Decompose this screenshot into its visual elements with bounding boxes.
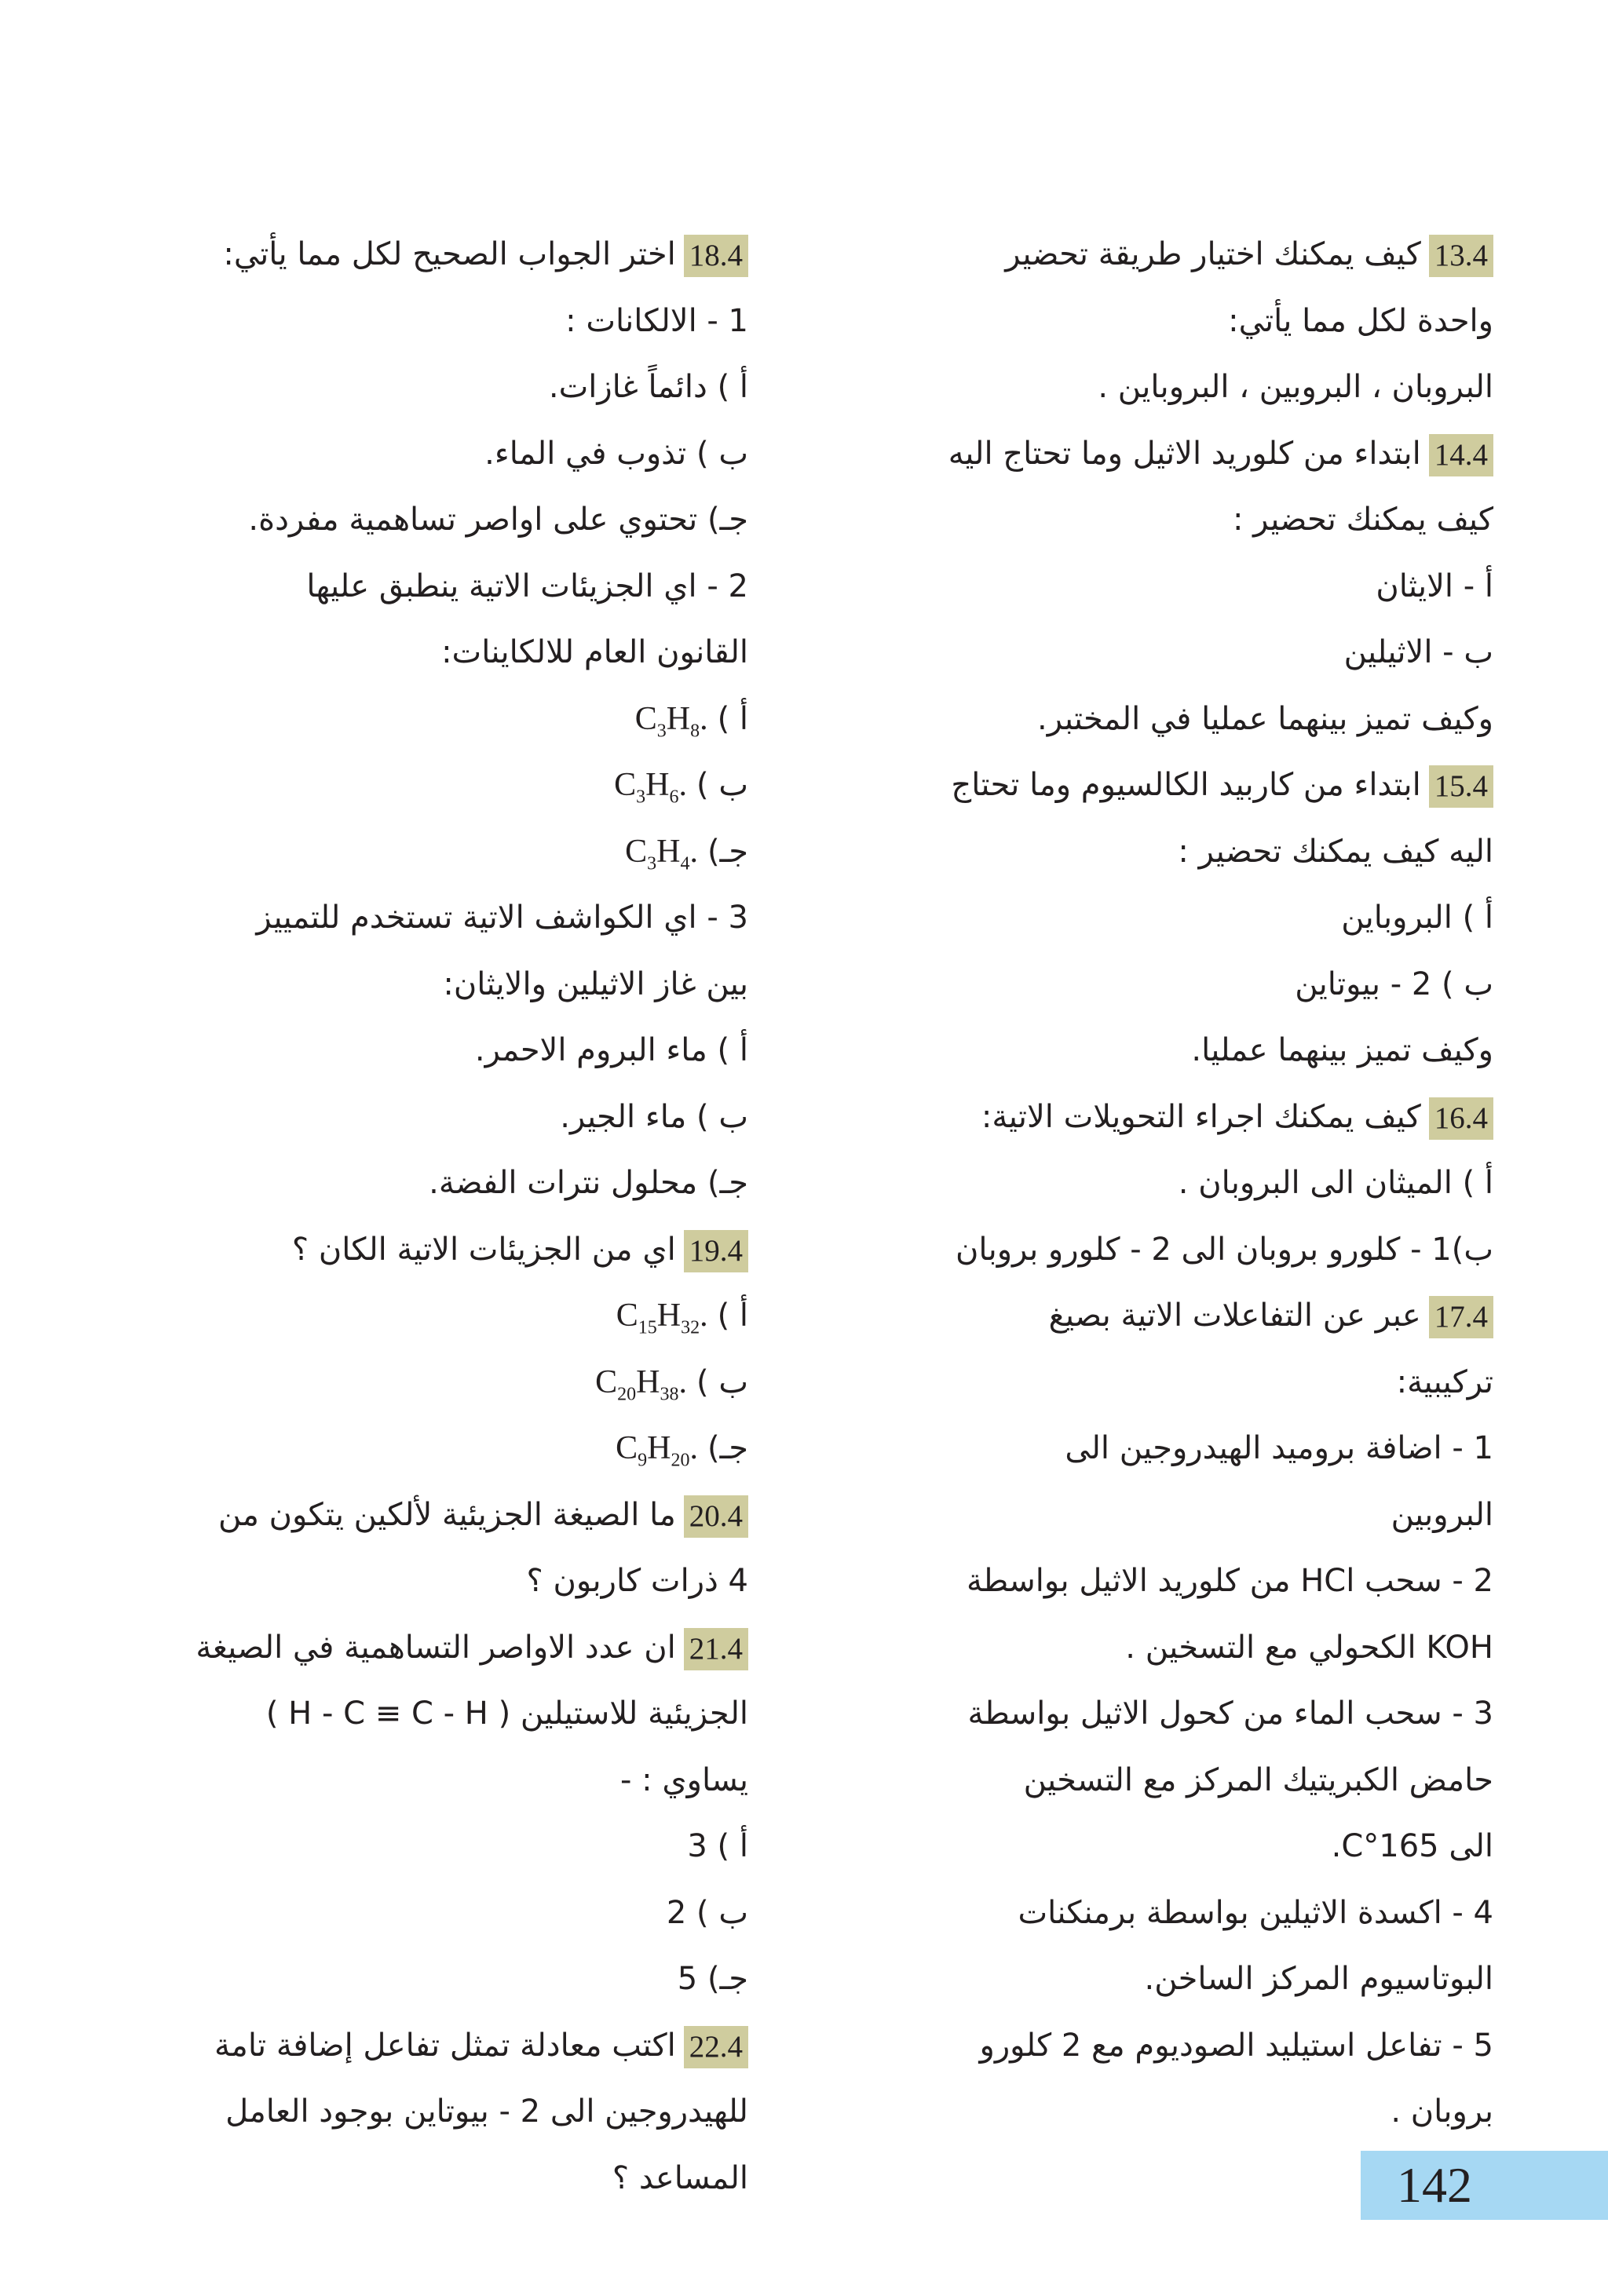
option-label: أ )	[717, 700, 748, 737]
line-text: أ - الايثان	[1376, 568, 1493, 604]
line-text: يساوي : -	[620, 1761, 748, 1798]
line-text: اكتب معادلة تمثل تفاعل إضافة تامة	[214, 2027, 676, 2064]
question-line	[857, 1084, 1493, 1151]
text-line	[857, 288, 1493, 355]
text-line	[857, 1548, 1493, 1615]
text-line	[112, 2079, 748, 2145]
text-line	[857, 1482, 1493, 1549]
option-label: ب )	[696, 767, 748, 803]
chemical-formula: $C_3H_4$.	[625, 833, 698, 874]
line-text: أ ) دائماً غازات.	[548, 369, 748, 405]
text-line	[857, 1017, 1493, 1084]
line-text: بروبان .	[1391, 2093, 1493, 2130]
line-text: تركيبية:	[1396, 1363, 1493, 1400]
line-text: كيف يمكنك اختيار طريقة تحضير	[1005, 236, 1421, 272]
chemical-formula: $C_3H_6$.	[614, 767, 688, 808]
option-label: أ )	[717, 1298, 748, 1334]
line-text: كيف يمكنك اجراء التحويلات الاتية:	[981, 1098, 1421, 1135]
text-line	[112, 1415, 748, 1482]
text-line	[857, 686, 1493, 753]
question-line	[112, 221, 748, 288]
text-line	[112, 354, 748, 421]
text-line	[112, 1084, 748, 1151]
text-line	[857, 1615, 1493, 1681]
line-text: واحدة لكل مما يأتي:	[1228, 302, 1493, 339]
question-number-badge: 20.4	[684, 1495, 748, 1538]
line-text: 2 - اي الجزيئات الاتية ينطبق عليها	[306, 568, 748, 604]
question-number-badge: 16.4	[1429, 1097, 1493, 1140]
question-line	[112, 2013, 748, 2079]
text-line	[112, 2145, 748, 2212]
option-label: ب )	[696, 1363, 748, 1400]
text-line	[112, 951, 748, 1018]
text-line	[112, 1017, 748, 1084]
question-line	[112, 1482, 748, 1549]
text-line	[112, 1946, 748, 2013]
line-text: جـ) تحتوي على اواصر تساهمية مفردة.	[248, 502, 748, 538]
text-line	[857, 487, 1493, 553]
question-line	[857, 221, 1493, 288]
question-number-badge: 19.4	[684, 1230, 748, 1272]
text-line	[857, 1415, 1493, 1482]
chemical-formula: $C_9H_{20}$.	[616, 1430, 698, 1471]
line-text: جـ) محلول نترات الفضة.	[429, 1165, 748, 1201]
line-text: 5 - تفاعل استيليد الصوديوم مع 2 كلورو	[979, 2027, 1493, 2064]
chemical-formula: $C_{15}H_{32}$.	[616, 1298, 708, 1338]
text-line	[857, 2013, 1493, 2079]
text-line	[857, 1681, 1493, 1747]
text-line	[857, 1349, 1493, 1416]
line-text: بين غاز الاثيلين والايثان:	[443, 965, 748, 1002]
text-line	[857, 1150, 1493, 1217]
question-line	[112, 1615, 748, 1681]
right-column	[857, 221, 1493, 2145]
question-line	[112, 1217, 748, 1283]
line-text: وكيف تميز بينهما عمليا في المختبر.	[1037, 700, 1493, 737]
left-column	[112, 221, 748, 2211]
text-line	[112, 1747, 748, 1814]
line-text: ب - الاثيلين	[1343, 634, 1493, 670]
text-line	[112, 421, 748, 487]
line-text: ب ) 2	[666, 1894, 748, 1931]
text-line	[112, 1283, 748, 1349]
line-text: ابتداء من كلوريد الاثيل وما تحتاج اليه	[948, 435, 1421, 472]
text-line	[112, 1813, 748, 1880]
text-line	[857, 1747, 1493, 1814]
line-text: ابتداء من كاربيد الكالسيوم وما تحتاج	[951, 767, 1421, 803]
text-line	[857, 819, 1493, 885]
line-text: أ ) ماء البروم الاحمر.	[474, 1032, 748, 1068]
text-line	[857, 2079, 1493, 2145]
line-text: 1 - اضافة بروميد الهيدروجين الى	[1065, 1430, 1493, 1466]
line-text: جـ) 5	[677, 1961, 748, 1997]
line-text: ب ) 2 - بيوتاين	[1295, 965, 1493, 1002]
option-label: جـ)	[707, 1430, 748, 1466]
text-line	[112, 752, 748, 819]
question-line	[857, 752, 1493, 819]
line-text: أ ) 3	[687, 1828, 748, 1864]
text-line	[112, 1880, 748, 1947]
text-line	[857, 1880, 1493, 1947]
line-text: ما الصيغة الجزيئية لألكين يتكون من	[218, 1496, 676, 1533]
question-line	[857, 421, 1493, 487]
line-text: الجزيئية للاستيلين ( H - C ≡ C - H )	[265, 1696, 748, 1732]
line-text: ب ) ماء الجير.	[560, 1098, 748, 1135]
question-number-badge: 13.4	[1429, 235, 1493, 277]
text-line	[112, 487, 748, 553]
text-line	[112, 819, 748, 885]
text-line	[857, 1217, 1493, 1283]
line-text: حامض الكبريتيك المركز مع التسخين	[1023, 1761, 1493, 1798]
line-text: البروبين	[1391, 1496, 1493, 1533]
text-line	[112, 1349, 748, 1416]
line-text: عبر عن التفاعلات الاتية بصيغ	[1048, 1298, 1421, 1334]
line-text: KOH الكحولي مع التسخين .	[1125, 1629, 1493, 1666]
line-text: البوتاسيوم المركز الساخن.	[1144, 1961, 1493, 1997]
text-line	[857, 885, 1493, 951]
line-text: الى 165°C.	[1331, 1828, 1493, 1864]
line-text: اي من الجزيئات الاتية الكان ؟	[291, 1231, 676, 1268]
text-line	[112, 1150, 748, 1217]
text-line	[857, 1813, 1493, 1880]
line-text: كيف يمكنك تحضير :	[1232, 502, 1493, 538]
text-line	[112, 1681, 748, 1747]
text-line	[857, 1946, 1493, 2013]
line-text: المساعد ؟	[612, 2159, 748, 2196]
line-text: ب ) تذوب في الماء.	[484, 435, 748, 472]
line-text: البروبان ، البروبين ، البروباين .	[1098, 369, 1493, 405]
question-number-badge: 14.4	[1429, 434, 1493, 476]
line-text: 4 - اكسدة الاثيلين بواسطة برمنكنات	[1018, 1894, 1493, 1931]
line-text: ب)1 - كلورو بروبان الى 2 - كلورو بروبان	[956, 1231, 1493, 1268]
line-text: للهيدروجين الى 2 - بيوتاين بوجود العامل	[225, 2093, 748, 2130]
line-text: أ ) الميثان الى البروبان .	[1178, 1165, 1493, 1201]
line-text: القانون العام للالكاينات:	[441, 634, 748, 670]
question-number-badge: 15.4	[1429, 765, 1493, 808]
chemical-formula: $C_3H_8$.	[634, 700, 708, 741]
question-number-badge: 22.4	[684, 2026, 748, 2068]
line-text: 3 - اي الكواشف الاتية تستخدم للتمييز	[256, 900, 748, 936]
line-text: اليه كيف يمكنك تحضير :	[1178, 833, 1493, 870]
line-text: أ ) البروباين	[1341, 900, 1493, 936]
text-line	[112, 553, 748, 620]
text-line	[112, 288, 748, 355]
question-line	[857, 1283, 1493, 1349]
page-number: 142	[1397, 2157, 1472, 2213]
line-text: 3 - سحب الماء من كحول الاثيل بواسطة	[967, 1696, 1493, 1732]
text-line	[857, 354, 1493, 421]
option-label: جـ)	[707, 833, 748, 870]
chemical-formula: $C_{20}H_{38}$.	[595, 1363, 688, 1404]
text-line	[857, 951, 1493, 1018]
text-line	[112, 619, 748, 686]
line-text: 2 - سحب HCl من كلوريد الاثيل بواسطة	[966, 1563, 1493, 1599]
question-number-badge: 18.4	[684, 235, 748, 277]
text-line	[112, 885, 748, 951]
text-line	[112, 1548, 748, 1615]
line-text: 1 - الالكانات :	[565, 302, 748, 339]
question-number-badge: 17.4	[1429, 1296, 1493, 1338]
line-text: وكيف تميز بينهما عمليا.	[1191, 1032, 1493, 1068]
text-line	[857, 619, 1493, 686]
text-line	[112, 686, 748, 753]
line-text: ان عدد الاواصر التساهمية في الصيغة	[196, 1629, 676, 1666]
line-text: 4 ذرات كاربون ؟	[526, 1563, 748, 1599]
text-line	[857, 553, 1493, 620]
line-text: اختر الجواب الصحيح لكل مما يأتي:	[223, 236, 676, 272]
question-number-badge: 21.4	[684, 1628, 748, 1670]
